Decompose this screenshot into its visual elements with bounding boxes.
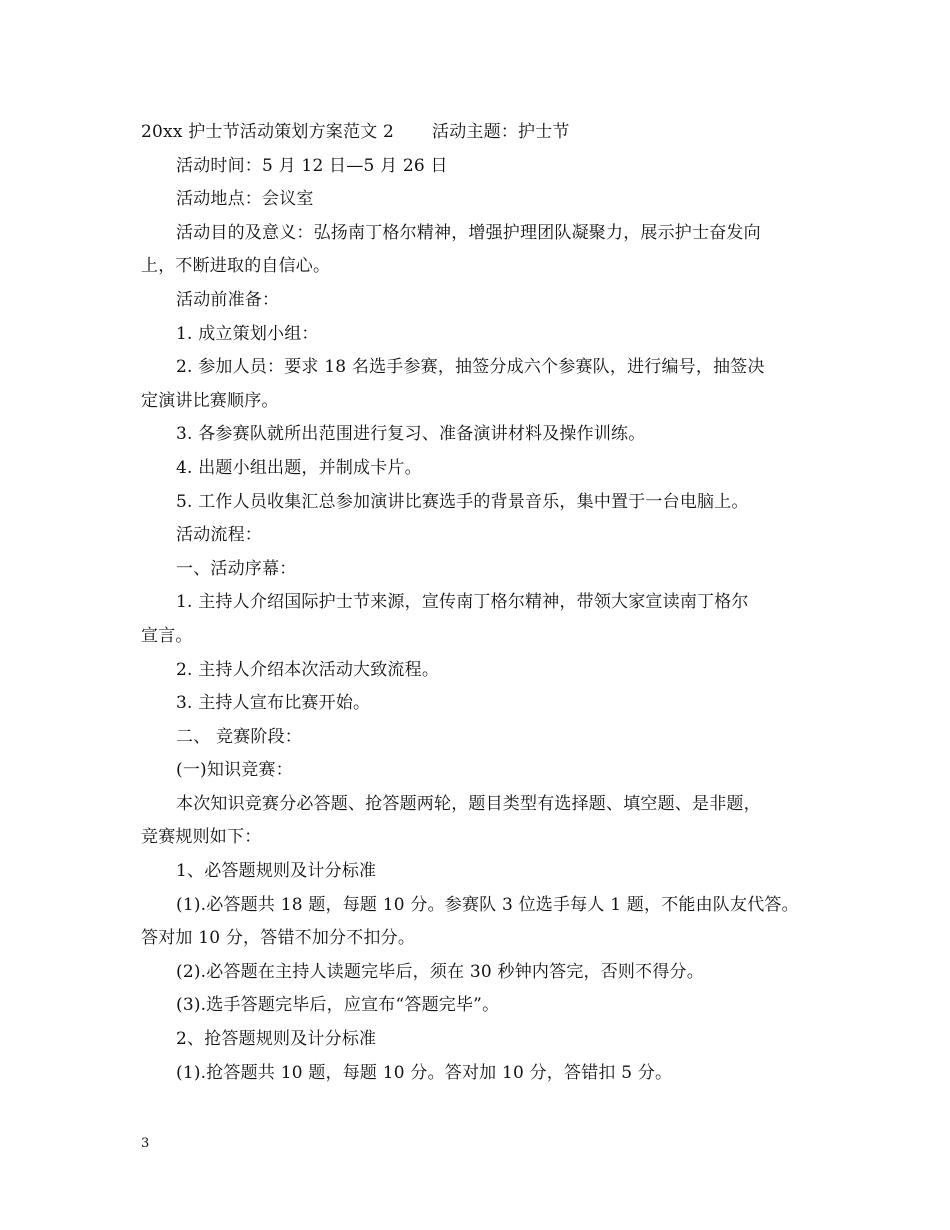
activity-time: 活动时间：5 月 12 日—5 月 26 日	[176, 155, 448, 176]
quick-answer-rule-1: (1).抢答题共 10 题，每题 10 分。答对加 10 分，答错扣 5 分。	[176, 1062, 673, 1083]
opening-item-1-line-1: 1. 主持人介绍国际护士节来源，宣传南丁格尔精神，带领大家宣读南丁格尔	[176, 592, 749, 613]
activity-purpose-line-1: 活动目的及意义：弘扬南丁格尔精神，增强护理团队凝聚力，展示护士奋发向	[176, 222, 761, 243]
competition-description-line-2: 竞赛规则如下：	[141, 827, 262, 848]
activity-purpose-line-2: 上，不断进取的自信心。	[141, 256, 331, 277]
required-rule-2: (2).必答题在主持人读题完毕后，须在 30 秒钟内答完，否则不得分。	[176, 961, 704, 982]
opening-heading: 一、活动序幕：	[176, 558, 297, 579]
required-rule-1-line-2: 答对加 10 分，答错不加分不扣分。	[141, 928, 416, 949]
preparation-heading: 活动前准备：	[176, 289, 280, 310]
required-rule-1-line-1: (1).必答题共 18 题，每题 10 分。参赛队 3 位选手每人 1 题，不能由队友代答。	[176, 894, 799, 915]
title-line	[141, 116, 817, 150]
preparation-item-5: 5. 工作人员收集汇总参加演讲比赛选手的背景音乐，集中置于一台电脑上。	[176, 491, 749, 512]
required-questions-heading: 1、必答题规则及计分标准	[176, 861, 377, 882]
document-title: 20xx 护士节活动策划方案范文 2	[141, 122, 395, 142]
preparation-item-2-line-2: 定演讲比赛顺序。	[141, 390, 279, 411]
preparation-item-1: 1. 成立策划小组：	[176, 323, 319, 344]
knowledge-competition-heading: (一)知识竞赛：	[176, 760, 293, 781]
activity-theme: 活动主题：护士节	[432, 122, 570, 142]
opening-item-1-line-2: 宣言。	[141, 625, 193, 646]
opening-item-3: 3. 主持人宣布比赛开始。	[176, 693, 371, 714]
opening-item-2: 2. 主持人介绍本次活动大致流程。	[176, 659, 440, 680]
process-heading: 活动流程：	[176, 525, 262, 546]
preparation-item-4: 4. 出题小组出题，并制成卡片。	[176, 457, 422, 478]
required-rule-3: (3).选手答题完毕后，应宣布“答题完毕”。	[176, 995, 500, 1016]
preparation-item-3: 3. 各参赛队就所出范围进行复习、准备演讲材料及操作训练。	[176, 424, 646, 445]
preparation-item-2-line-1: 2. 参加人员：要求 18 名选手参赛，抽签分成六个参赛队，进行编号，抽签决	[176, 357, 765, 378]
competition-heading: 二、 竞赛阶段：	[176, 726, 303, 747]
page-number: 3	[141, 1136, 150, 1151]
quick-answer-heading: 2、抢答题规则及计分标准	[176, 1029, 377, 1050]
activity-location: 活动地点：会议室	[176, 189, 314, 210]
document-body	[141, 116, 817, 1090]
competition-description-line-1: 本次知识竞赛分必答题、抢答题两轮，题目类型有选择题、填空题、是非题，	[176, 793, 761, 814]
